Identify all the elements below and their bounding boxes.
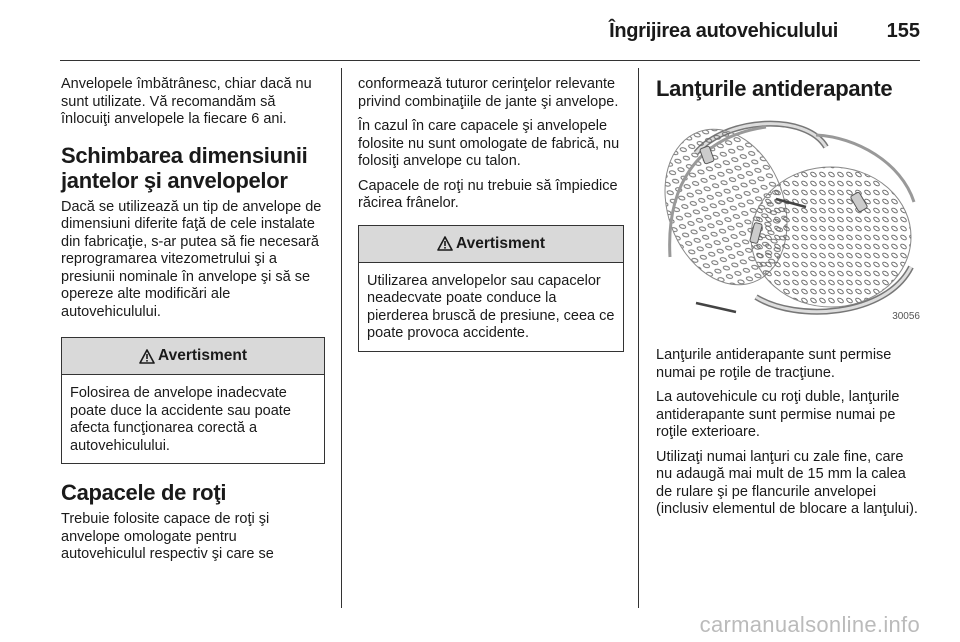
- warning-box: [61, 337, 325, 464]
- paragraph: Trebuie folosite capace de roţi şi anvelope omologate pentru autovehiculul respectiv şi care se: [61, 511, 274, 562]
- warning-title: Avertisment: [455, 234, 545, 252]
- column-divider: [341, 68, 342, 608]
- paragraph: În cazul în care capacele şi anvelopele folosite nu sunt omologate de fabrică, nu folosiţi anvelope cu talon.: [358, 118, 620, 169]
- intro-paragraph: Anvelopele îmbătrânesc, chiar dacă nu sunt utilizate. Vă recomandăm să înlocuiţi anvelopele la fiecare 6 ani.: [61, 76, 312, 127]
- header-rule: [60, 60, 920, 61]
- warning-box: [358, 225, 624, 352]
- paragraph: Capacele de roţi nu trebuie să împiedice răcirea frânelor.: [358, 177, 618, 211]
- warning-title: Avertisment: [157, 347, 247, 365]
- page-header: [60, 16, 920, 52]
- page-number: 155: [886, 20, 920, 42]
- warning-triangle-icon: [437, 236, 453, 251]
- snow-chains-figure: [656, 107, 922, 325]
- column-1: [61, 76, 325, 571]
- paragraph: Utilizaţi numai lanţuri cu zale fine, care nu adaugă mai mult de 15 mm la calea de rulare şi pe flancurile anvelopei (inclusiv elementul de blocare a lanţului).: [656, 448, 918, 517]
- paragraph: conformează tuturor cerinţelor relevante privind combinaţiile de jante şi anvelope.: [358, 76, 619, 110]
- warning-text: Utilizarea anvelopelor sau capacelor neadecvate poate conduce la pierderea bruscă de presiune, ceea ce poate provoca accidente.: [367, 272, 615, 341]
- column-divider: [638, 68, 639, 608]
- snow-chains-illustration: [656, 107, 922, 325]
- section-heading-rim-size: Schimbarea dimensiunii jantelor şi anvelopelor: [61, 142, 308, 193]
- watermark: carmanualsonline.info: [699, 612, 920, 637]
- paragraph: Lanţurile antiderapante sunt permise numai pe roţile de tracţiune.: [656, 347, 892, 381]
- figure-code: 30056: [892, 310, 920, 322]
- warning-header: [359, 226, 623, 263]
- warning-header: [62, 338, 324, 375]
- warning-triangle-icon: [139, 349, 155, 364]
- section-heading-wheel-covers: Capacele de roţi: [61, 480, 227, 505]
- column-2: [358, 76, 624, 368]
- warning-text: Folosirea de anvelope inadecvate poate duce la accidente sau poate afecta funcţionarea corectă a autovehiculului.: [70, 385, 291, 454]
- section-heading-snow-chains: Lanţurile antiderapante: [656, 76, 893, 101]
- header-title: Îngrijirea autovehiculului: [609, 20, 838, 42]
- paragraph: Dacă se utilizează un tip de anvelope de dimensiuni diferite faţă de cele instalate din fabricaţie, s-ar putea să fie necesară reprogramarea vitezometrului şi a presiunii nominale în anvelope şi să se opereze alte modificări ale autovehiculului.: [61, 198, 322, 320]
- column-3: [656, 76, 922, 526]
- paragraph: La autovehicule cu roţi duble, lanţurile antiderapante sunt permise numai pe roţile exterioare.: [656, 389, 900, 440]
